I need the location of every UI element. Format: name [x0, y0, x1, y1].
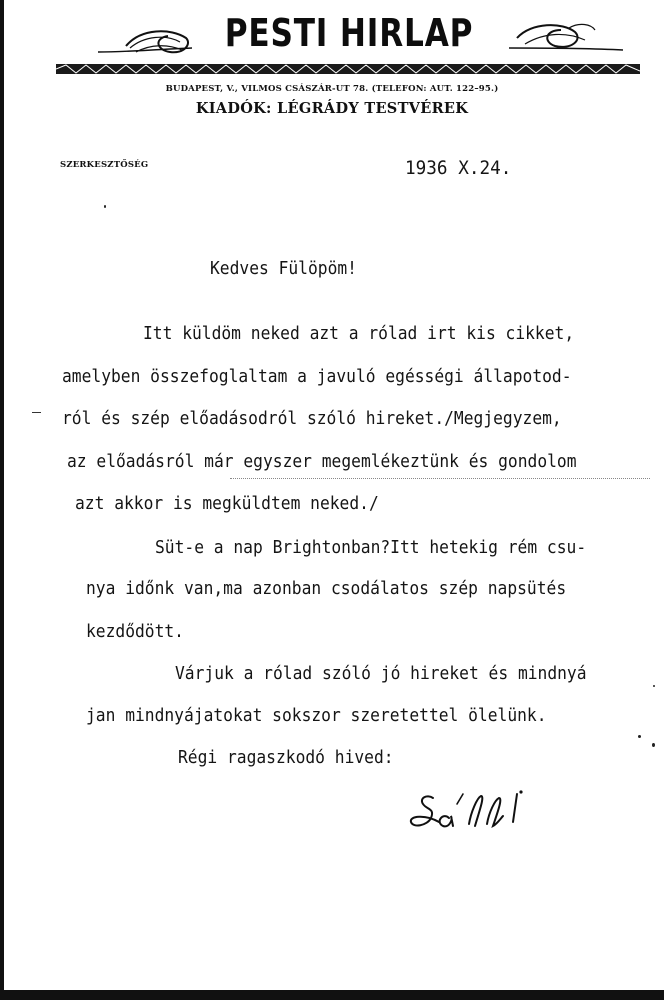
newspaper-masthead: PESTI HIRLAP [224, 11, 474, 55]
letter-line: ról és szép előadásodról szóló hireket./Megjegyzem, [62, 409, 562, 429]
letter-line: kezdődött. [86, 622, 184, 642]
scan-border-bottom [0, 990, 664, 1000]
scan-border-left [0, 0, 4, 1000]
scan-dotted-artifact [230, 478, 650, 479]
margin-mark [32, 412, 41, 413]
department-label: SZERKESZTŐSÉG [60, 160, 149, 170]
handwritten-signature [405, 788, 555, 838]
scan-speck [652, 743, 655, 747]
letterhead-publisher: KIADÓK: LÉGRÁDY TESTVÉREK [195, 100, 469, 117]
letter-closing: Régi ragaszkodó hived: [178, 748, 394, 768]
scan-speck [104, 205, 106, 208]
decorative-rule-band [56, 63, 640, 75]
letterhead-masthead-row [0, 6, 664, 64]
scan-speck [653, 685, 655, 687]
left-flourish-ornament [96, 22, 196, 62]
letter-line: Süt-e a nap Brightonban?Itt hetekig rém csu- [155, 538, 587, 558]
letter-line: jan mindnyájatokat sokszor szeretettel ölelünk. [86, 706, 547, 726]
letter-line: Várjuk a rólad szóló jó hireket és mindnyá [175, 664, 587, 684]
letter-line: nya időnk van,ma azonban csodálatos szép napsütés [86, 579, 567, 599]
letter-line: amelyben összefoglaltam a javuló egésségi állapotod- [62, 367, 572, 387]
letterhead-address: BUDAPEST, V., VILMOS CSÁSZÁR-UT 78. (TELEFON: AUT. 122–95.) [165, 84, 499, 94]
letter-line: az előadásról már egyszer megemlékeztünk és gondolom [67, 452, 577, 472]
letter-date: 1936 X.24. [405, 157, 512, 179]
letter-salutation: Kedves Fülöpöm! [210, 259, 357, 279]
right-flourish-ornament [505, 18, 625, 62]
letter-line: azt akkor is megküldtem neked./ [75, 494, 379, 514]
letter-line: Itt küldöm neked azt a rólad irt kis cikket, [143, 324, 575, 344]
scan-speck [638, 735, 641, 738]
